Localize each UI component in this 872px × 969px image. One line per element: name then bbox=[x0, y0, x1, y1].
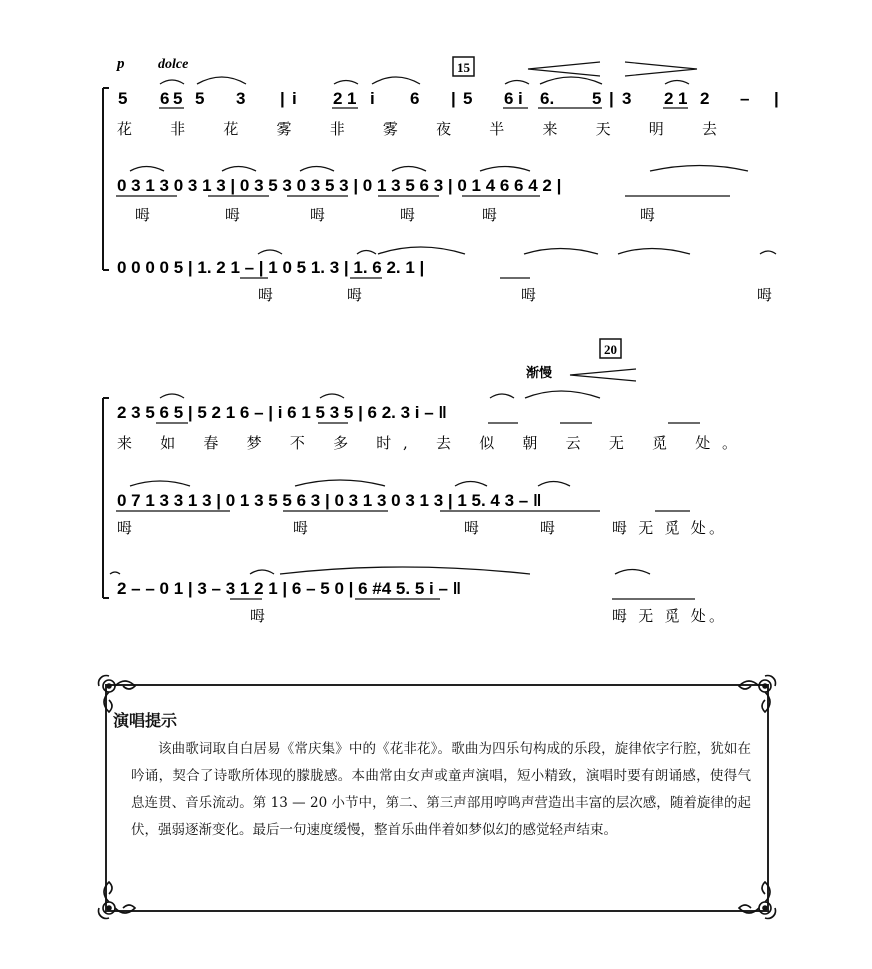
svg-text:|: | bbox=[609, 89, 614, 108]
svg-text:6.: 6. bbox=[540, 89, 555, 108]
rehearsal-number-20: 20 bbox=[604, 342, 617, 357]
svg-text:5: 5 bbox=[463, 89, 473, 108]
voice3-hum-2 bbox=[117, 579, 461, 598]
svg-text:–: – bbox=[740, 89, 750, 108]
voice3-lyrics bbox=[258, 286, 772, 304]
svg-text:呣: 呣 bbox=[521, 286, 537, 304]
svg-text:0 7 1 3 3 1 3 | 0 1 3 5 5 6: 0 7 1 3 3 1 3 | 0 1 3 5 5 6 3 | 0 3 1 3 0 3 1 3 | 1 5. 4 3 – ‖ bbox=[117, 491, 542, 510]
voice2-lyrics bbox=[135, 206, 655, 224]
voice1-melody-2 bbox=[117, 403, 447, 422]
svg-text:1: 1 bbox=[347, 89, 357, 108]
voice3-lyrics-2 bbox=[250, 607, 724, 625]
voice2-lyrics-2 bbox=[117, 519, 724, 537]
tips-body: 该曲歌词取自白居易《常庆集》中的《花非花》。歌曲为四乐句构成的乐段，旋律依字行腔，犹如在吟诵，契合了诗歌所体现的朦胧感。本曲常由女声或童声演唱，短小精致，演唱时要有朗诵感，使得气息连贯、音乐流动。第 13 — 20 小节中，第二、第三声部用哼鸣声营造出丰富的层次感，随着旋律的起伏，强弱逐渐变化。最后一句速度缓慢，整首乐曲伴着如梦似幻的感觉轻声结束。 bbox=[131, 741, 751, 838]
svg-text:2: 2 bbox=[333, 89, 343, 108]
svg-text:呣: 呣 bbox=[482, 206, 498, 224]
svg-text:呣: 呣 bbox=[117, 519, 133, 537]
svg-text:1: 1 bbox=[678, 89, 688, 108]
svg-text:6: 6 bbox=[504, 89, 514, 108]
voice1-lyrics: 花 非 花 雾 非 雾 夜 半 来 天 明 去 bbox=[117, 120, 717, 138]
svg-text:呣: 呣 bbox=[640, 206, 656, 224]
svg-text:2 – – 0 1 | 3 –: 2 – – 0 1 | 3 – 3 1 2 1 | 6 – 5 0 | 6 #4 5. 5 i – ‖ bbox=[117, 579, 462, 598]
svg-text:呣: 呣 bbox=[310, 206, 326, 224]
rehearsal-number-15: 15 bbox=[457, 60, 470, 75]
svg-text:5: 5 bbox=[195, 89, 205, 108]
svg-text:3: 3 bbox=[236, 89, 246, 108]
crescendo-hairpin bbox=[528, 62, 600, 76]
svg-text:呣: 呣 bbox=[225, 206, 241, 224]
decrescendo-hairpin-2 bbox=[570, 369, 636, 381]
voice3-hum bbox=[117, 258, 424, 277]
system-bracket-2 bbox=[103, 398, 109, 598]
svg-text:0 3 1 3 0 3 1 3 | 0 3 5 3: 0 3 1 3 0 3 1 3 | 0 3 5 3 0 3 5 3 | 0 1 3 5 6 3 | 0 1 4 6 6 4 2 | bbox=[117, 176, 562, 195]
svg-text:i: i bbox=[292, 89, 297, 108]
corner-ornament-icon bbox=[95, 876, 141, 922]
svg-text:i: i bbox=[518, 89, 523, 108]
svg-text:呣 无 觅 处。: 呣 无 觅 处。 bbox=[612, 519, 724, 537]
corner-ornament-icon bbox=[733, 876, 779, 922]
svg-text:2 3 5 6 5 | 5 2 1 6: 2 3 5 6 5 | 5 2 1 6 – | i 6 1 5 3 5 | 6 2. 3 i – ‖ bbox=[117, 403, 447, 422]
tips-title: 演唱提示 bbox=[113, 711, 178, 730]
svg-text:2: 2 bbox=[664, 89, 674, 108]
corner-ornament-icon bbox=[733, 672, 779, 718]
svg-text:呣 无 觅 处。: 呣 无 觅 处。 bbox=[612, 607, 724, 625]
voice1-melody bbox=[118, 89, 779, 108]
dynamic-p: p bbox=[117, 56, 125, 72]
svg-text:5: 5 bbox=[592, 89, 602, 108]
svg-text:2: 2 bbox=[700, 89, 710, 108]
singing-tips-box bbox=[95, 672, 779, 922]
dynamic-dolce: dolce bbox=[158, 57, 189, 72]
svg-text:呣: 呣 bbox=[400, 206, 416, 224]
voice1-lyrics-2: 来 如 春 梦 不 多 时, 去 似 朝 云 无 觅 处。 bbox=[117, 434, 738, 452]
svg-text:5: 5 bbox=[118, 89, 128, 108]
svg-text:呣: 呣 bbox=[135, 206, 151, 224]
svg-text:5: 5 bbox=[173, 89, 183, 108]
svg-text:呣: 呣 bbox=[757, 286, 773, 304]
svg-text:呣: 呣 bbox=[250, 607, 266, 625]
svg-text:i: i bbox=[370, 89, 375, 108]
svg-text:呣: 呣 bbox=[293, 519, 309, 537]
svg-text:|: | bbox=[280, 89, 285, 108]
svg-text:呣: 呣 bbox=[258, 286, 274, 304]
voice2-hum-2 bbox=[117, 491, 541, 510]
svg-text:3: 3 bbox=[622, 89, 632, 108]
decrescendo-hairpin bbox=[625, 62, 697, 76]
system-bracket bbox=[103, 88, 109, 270]
tempo-marking-rit: 渐慢 bbox=[526, 366, 553, 381]
svg-text:呣: 呣 bbox=[347, 286, 363, 304]
svg-text:6: 6 bbox=[160, 89, 170, 108]
svg-text:6: 6 bbox=[410, 89, 420, 108]
svg-text:|: | bbox=[451, 89, 456, 108]
svg-text:呣: 呣 bbox=[464, 519, 480, 537]
svg-text:0 0 0 0 5 | 1.: 0 0 0 0 5 | 1. 2 1 – | 1 0 5 1. 3 | 1. 6 2. 1 | bbox=[117, 258, 425, 277]
svg-text:|: | bbox=[774, 89, 779, 108]
voice2-hum bbox=[117, 176, 561, 195]
svg-text:呣: 呣 bbox=[540, 519, 556, 537]
